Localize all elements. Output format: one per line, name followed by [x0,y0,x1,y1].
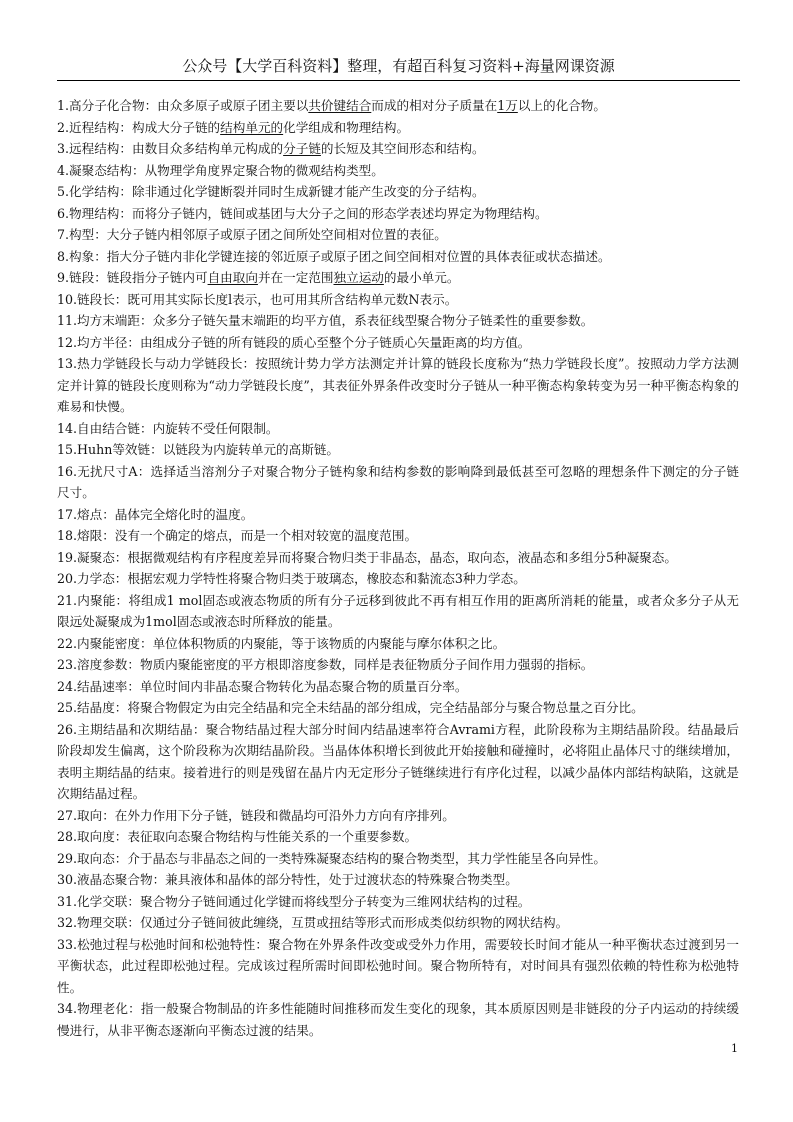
definition-text: 28.取向度：表征取向态聚合物结构与性能关系的一个重要参数。 [57,829,418,844]
definitions-list [57,95,739,1041]
definition-item [57,138,739,160]
definition-text: 18.熔限：没有一个确定的熔点，而是一个相对较宽的温度范围。 [57,528,418,543]
definition-text: 27.取向：在外力作用下分子链，链段和微晶均可沿外力方向有序排列。 [57,807,455,823]
definition-text: 化学组成和物理结构。 [283,119,410,135]
definition-text: 22.内聚能密度：单位体积物质的内聚能，等于该物质的内聚能与摩尔体积之比。 [57,635,506,651]
definition-text: 34.物理老化：指一般聚合物制品的许多性能随时间推移而发生变化的现象，其本质原因则是非链段的分子内运动的持续缓慢进行，从非平衡态逐渐向平衡态过渡的结果。 [57,1001,739,1038]
definition-text: 4.凝聚态结构：从物理学角度界定聚合物的微观结构类型。 [57,162,384,178]
definition-item [57,568,739,590]
definition-item [57,267,739,289]
definition-text: 21.内聚能：将组成1 mol固态或液态物质的所有分子远移到彼此不再有相互作用的距离所消耗的能量，或者众多分子从无限远处凝聚成为1mol固态或液态时所释放的能量。 [57,592,739,629]
definition-item [57,117,739,139]
definition-item [57,912,739,934]
definition-text: 33.松弛过程与松弛时间和松弛特性：聚合物在外界条件改变或受外力作用，需要较长时间才能从一种平衡状态过渡到另一平衡状态，此过程即松弛过程。完成该过程所需时间即松弛时间。聚合物所特有，对时间具有强烈依赖的特性称为松弛特性。 [57,936,739,995]
definition-item [57,203,739,225]
definition-text: 5.化学结构：除非通过化学键断裂并同时生成新键才能产生改变的分子结构。 [57,184,485,199]
definition-text: 23.溶度参数：物质内聚能密度的平方根即溶度参数，同样是表征物质分子间作用力强弱的指标。 [57,657,594,672]
definition-text: 而成的相对分子质量在 [371,98,498,113]
definition-item [57,848,739,870]
definition-item [57,353,739,418]
underlined-term: 共价键结合 [308,98,372,113]
definition-item [57,332,739,354]
definition-text: 9.链段：链段指分子链内可 [57,270,208,285]
definition-item [57,633,739,655]
definition-item [57,160,739,182]
definition-item [57,504,739,526]
definition-text: 3.远程结构：由数目众多结构单元构成的 [57,141,284,156]
definition-text: 7.构型：大分子链内相邻原子或原子团之间所处空间相对位置的表征。 [57,227,447,242]
definition-text: 16.无扰尺寸A：选择适当溶剂分子对聚合物分子链构象和结构参数的影响降到最低甚至可忽略的理想条件下测定的分子链尺寸。 [57,463,739,500]
header-rule [57,80,740,81]
definition-item [57,590,739,633]
definition-item [57,310,739,332]
definition-text: 25.结晶度：将聚合物假定为由完全结晶和完全未结晶的部分组成，完全结晶部分与聚合物总量之百分比。 [57,700,644,715]
definition-text: 8.构象：指大分子链内非化学键连接的邻近原子或原子团之间空间相对位置的具体表征或状态描述。 [57,248,611,264]
definition-item [57,869,739,891]
definition-item [57,676,739,698]
underlined-term: 自由取向 [207,270,258,285]
definition-item [57,181,739,203]
definition-item [57,998,739,1041]
definition-item [57,461,739,504]
definition-text: 15.Huhn等效链：以链段为内旋转单元的高斯链。 [57,442,340,457]
definition-text: 14.自由结合链：内旋转不受任何限制。 [57,420,279,436]
definition-item [57,289,739,311]
definition-item [57,654,739,676]
definition-item [57,891,739,913]
definition-text: 13.热力学链段长与动力学链段长：按照统计势力学方法测定并计算的链段长度称为“热力学链段长度”。按照动力学方法测定并计算的链段长度则称为“动力学链段长度”，其表征外界条件改变时分子链从一种平衡态构象转变为另一种平衡态构象的难易和快慢。 [57,356,739,414]
definition-item [57,826,739,848]
definition-item [57,95,739,117]
definition-text: 并在一定范围 [257,270,334,285]
page-number: 1 [731,1042,738,1055]
definition-text: 20.力学态：根据宏观力学特性将聚合物归类于玻璃态，橡胶态和黏流态3种力学态。 [57,571,526,586]
definition-text: 17.熔点：晶体完全熔化时的温度。 [57,506,254,522]
definition-item [57,547,739,569]
definition-text: 24.结晶速率：单位时间内非晶态聚合物转化为晶态聚合物的质量百分率。 [57,678,468,694]
definition-item [57,246,739,268]
definition-text: 32.物理交联：仅通过分子链间彼此缠绕，互贯或扭结等形式而形成类似纺织物的网状结构。 [57,915,569,930]
definition-item [57,805,739,827]
definition-text: 30.液晶态聚合物：兼具液体和晶体的部分特性，处于过渡状态的特殊聚合物类型。 [57,872,518,887]
definition-item [57,697,739,719]
definition-text: 2.近程结构：构成大分子链的 [57,119,221,135]
definition-item [57,719,739,805]
page-header: 公众号【大学百科资料】整理，有超百科复习资料+海量网课资源 [182,57,615,75]
definition-item [57,934,739,999]
definition-text: 的最小单元。 [383,270,460,285]
definition-text: 26.主期结晶和次期结晶：聚合物结晶过程大部分时间内结晶速率符合Avrami方程，此阶段称为主期结晶阶段。结晶最后阶段却发生偏离，这个阶段称为次期结晶阶段。当晶体体积增长到彼此开始接触和碰撞时，必将阻止晶体尺寸的继续增加，表明主期结晶的结束。接着进行的则是残留在晶片内无定形分子链继续进行有序化过程，以减少晶体内部结构缺陷，这就是次期结晶过程。 [57,721,739,801]
underlined-term: 1万 [497,98,518,113]
definition-text: 11.均方末端距：众多分子链矢量末端距的均平方值，系表征线型聚合物分子链柔性的重要参数。 [57,313,594,328]
definition-text: 12.均方半径：由组成分子链的所有链段的质心至整个分子链质心矢量距离的均方值。 [57,334,531,350]
underlined-term: 结构单元的 [220,119,284,135]
definition-item [57,224,739,246]
definition-item [57,418,739,440]
definition-item [57,525,739,547]
underlined-term: 独立运动 [333,270,384,285]
definition-text: 31.化学交联：聚合物分子链间通过化学键而将线型分子转变为三维网状结构的过程。 [57,893,531,909]
definition-text: 29.取向态：介于晶态与非晶态之间的一类特殊凝聚态结构的聚合物类型，其力学性能呈各向异性。 [57,850,606,866]
definition-text: 的长短及其空间形态和结构。 [320,141,485,156]
definition-text: 6.物理结构：而将分子链内，链间或基团与大分子之间的形态学表述均界定为物理结构。 [57,205,548,221]
definition-text: 1.高分子化合物：由众多原子或原子团主要以 [57,98,309,113]
definition-text: 10.链段长：既可用其实际长度l表示，也可用其所含结构单元数N表示。 [57,291,458,307]
underlined-term: 分子链 [283,141,321,156]
definition-text: 以上的化合物。 [517,98,606,113]
definition-item [57,439,739,461]
definition-text: 19.凝聚态：根据微观结构有序程度差异而将聚合物归类于非晶态，晶态，取向态，液晶态和多组分5种凝聚态。 [57,549,677,565]
